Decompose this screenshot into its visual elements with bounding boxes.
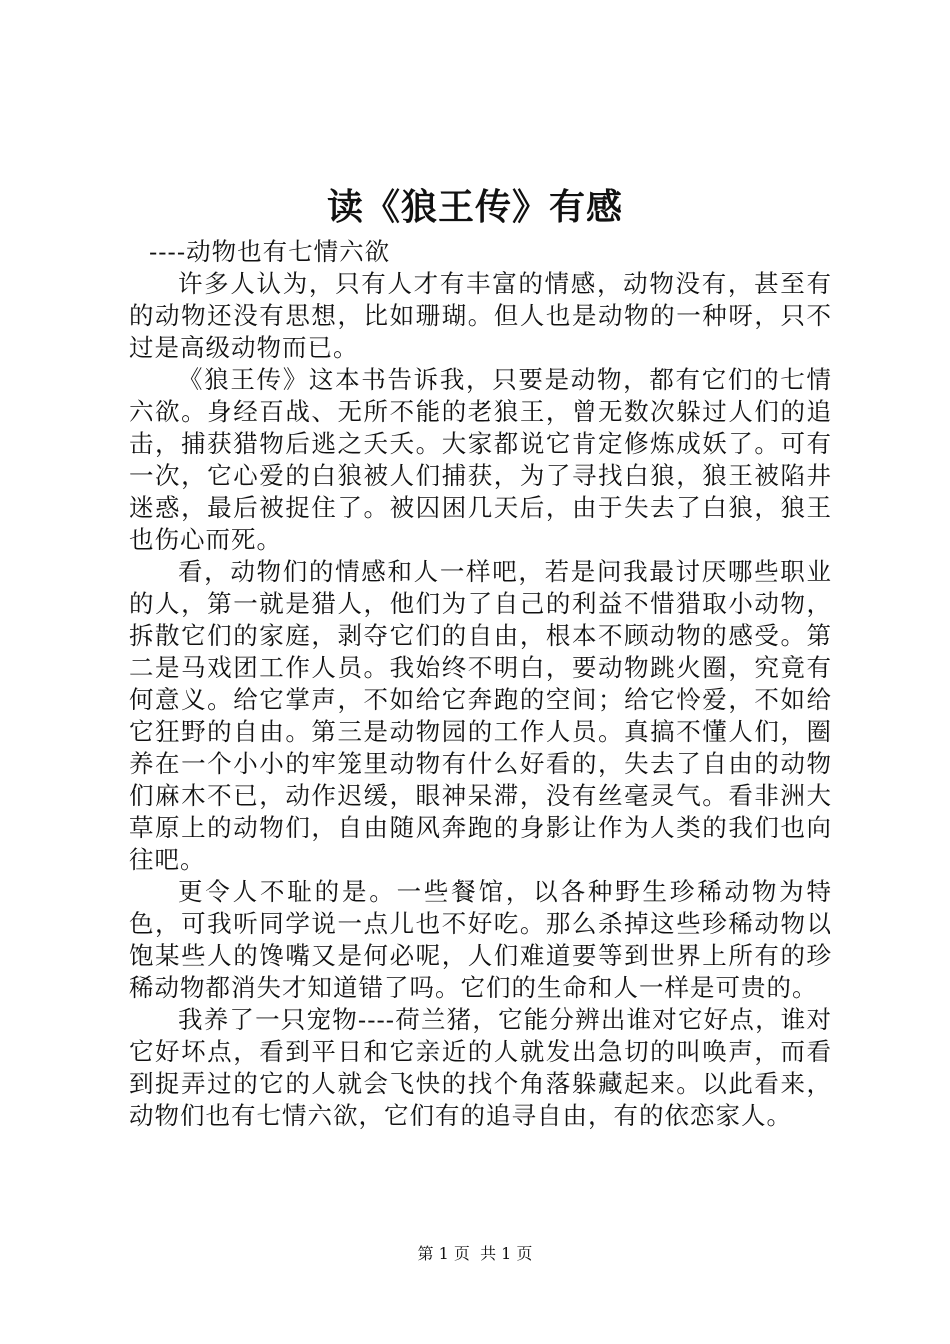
paragraph-5: 我养了一只宠物----荷兰猪，它能分辨出谁对它好点，谁对它好坏点，看到平日和它亲近的人就发出急切的叫唤声，而看到捉弄过的它的人就会飞快的找个角落躲藏起来。以此看来，动物们也有七情六欲，它们有的追寻自由，有的依恋家人。: [129, 1005, 832, 1130]
paragraph-2: 《狼王传》这本书告诉我，只要是动物，都有它们的七情六欲。身经百战、无所不能的老狼王，曾无数次躲过人们的追击，捕获猎物后逃之夭夭。大家都说它肯定修炼成妖了。可有一次，它心爱的白狼被人们捕获，为了寻找白狼，狼王被陷井迷惑，最后被捉住了。被囚困几天后，由于失去了白狼，狼王也伤心而死。: [129, 365, 832, 554]
paragraph-3: 看，动物们的情感和人一样吧，若是问我最讨厌哪些职业的人，第一就是猎人，他们为了自己的利益不惜猎取小动物，拆散它们的家庭，剥夺它们的自由，根本不顾动物的感受。第二是马戏团工作人员。我始终不明白，要动物跳火圈，究竟有何意义。给它掌声，不如给它奔跑的空间；给它怜爱，不如给它狂野的自由。第三是动物园的工作人员。真搞不懂人们，圈养在一个小小的牢笼里动物有什么好看的，失去了自由的动物们麻木不已，动作迟缓，眼神呆滞，没有丝毫灵气。看非洲大草原上的动物们，自由随风奔跑的身影让作为人类的我们也向往吧。: [129, 557, 832, 874]
paragraph-1: 许多人认为，只有人才有丰富的情感，动物没有，甚至有的动物还没有思想，比如珊瑚。但人也是动物的一种呀，只不过是高级动物而已。: [129, 269, 832, 362]
document-body: [129, 236, 832, 1132]
document-subtitle: ----动物也有七情六欲: [149, 237, 391, 266]
page-footer: 第 1 页 共 1 页: [417, 1244, 533, 1263]
document-title: 读《狼王传》有感: [326, 186, 623, 228]
paragraph-4: 更令人不耻的是。一些餐馆，以各种野生珍稀动物为特色，可我听同学说一点儿也不好吃。那么杀掉这些珍稀动物以饱某些人的馋嘴又是何必呢，人们难道要等到世界上所有的珍稀动物都消失才知道错了吗。它们的生命和人一样是可贵的。: [129, 877, 832, 1002]
